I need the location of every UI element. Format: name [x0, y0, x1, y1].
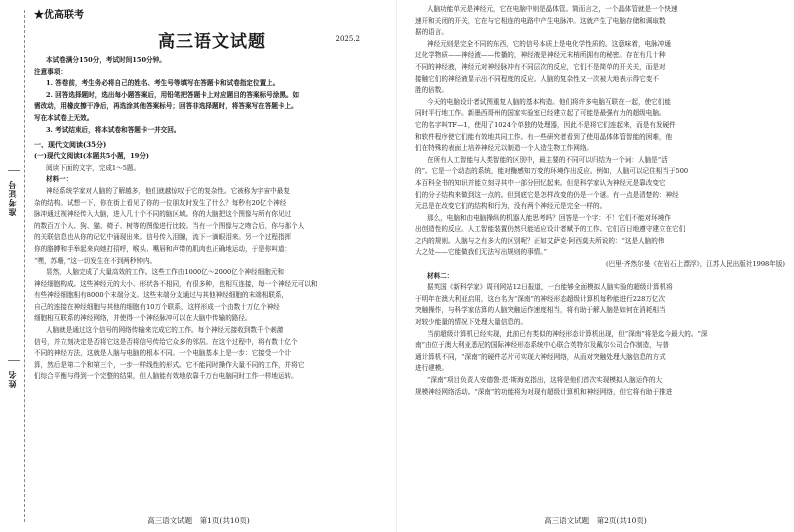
paragraph-line: 人脑功能单元是神经元，它在电脑中则是晶体管。简而言之，一个晶体管就是一个快速	[427, 5, 678, 13]
material-2-title: 材料二：	[427, 271, 454, 280]
title-row	[34, 25, 390, 55]
paragraph-line: 人脑就是通过这个信号的网络传输来完成它的工作。每个神经元接收到数千个刺激	[46, 326, 284, 335]
instruction-line: 需改动，用橡皮擦干净后，再选涂其他答案标号；回答非选择题时，将答案写在答题卡上。	[34, 102, 298, 111]
paragraph-line: 同时平行地工作。新墨西哥州的国家实验室已经建立起了可能是最强有力的超级电脑。	[415, 109, 666, 118]
paragraph-line: 和软件程序使它们能有效地共同工作。有一些研究者看到了使用晶体体管智能的困难，他	[415, 132, 673, 141]
instruction-line: 1. 答卷前，考生务必将自己的姓名、考生号等填写在答题卡和试卷指定位置上。	[46, 79, 280, 88]
paragraph-line: 它的名字叫TF—1，使用了1024个单独的处理器，因此不是将它们连起来，而是有发硬件	[415, 120, 676, 129]
paragraph-line: 的”。它是一个动态的系统，能对酶感知万变的环境作出反应。例如，人脑可以记住相当于500	[415, 167, 689, 176]
paragraph-line: 算，然后是第二个和第三个，一步一样线性的形式。它不能同时操作大量不同的工作，并将它	[34, 360, 305, 369]
subsection-heading: (一)现代文阅读Ⅰ(本题共5小题，19分)	[34, 152, 150, 161]
page-2-footer: 高三语文试题 第2页(共10页)	[544, 516, 647, 525]
paragraph-line: 对较少能量的情况下处理大量信息的。	[415, 318, 528, 327]
paragraph-line: 那么，电脑和由电脑操纵的机器人能思考吗？回答是一个字：不！它们不能对环境作	[427, 213, 671, 222]
paragraph-line: “嘿，苏珊，”这一切发生在不到两秒钟内。	[34, 256, 157, 265]
paragraph-line: 当前超级计算机已经实现，此前已有类似的神经形态计算机出现，但“深南”将是迄今最大的。“深	[427, 329, 708, 338]
paragraph-line: 接触它们的神经液显示出不同程度的反应。人脑的复杂性又一次被大地表示得它变不	[415, 74, 659, 83]
paragraph-line: 显然，人脑完成了大量高效的工作。这些工作由1000亿～2000亿个神经细胞元和	[46, 268, 284, 277]
binding-dashed-line	[24, 10, 25, 522]
student-name-label: 姓名	[7, 370, 17, 388]
paragraph-line: 自己的连接在神经细胞与其他的细胞有10万个联系，这样形成一个由数十万亿个神经	[34, 302, 280, 311]
paragraph-line: 胜的倍数。	[415, 86, 448, 95]
material-1-continued	[415, 4, 785, 259]
paragraph-line: 据的语言。	[415, 28, 448, 37]
paragraph-line: 们的分子结构来做到这一点的。但到底它是怎样改变的仍是一个谜。有一点是清楚的：神经	[415, 190, 679, 199]
exam-page-2	[397, 0, 794, 532]
page-2-content	[415, 4, 785, 398]
paragraph-line: 有些神经细胞相有8000个末端分支。这些末端分支通过与其他神经细胞的末端相联系，	[34, 291, 289, 300]
paragraph-line: 你的胳膊和手举起来向她打招呼，喉头、嘴唇和声带的肌肉也正确地运动，于是你叫道：	[34, 244, 292, 253]
paragraph-line: 在所有人工智能与人类智能的区别中，最主要的不同可以归结为一个词：人脑是“活	[427, 155, 668, 164]
paragraph-line: 信号，并立刻决定是否将它这是否将信号传给它众多的邻居。在这个过程中，将有数十亿个	[34, 337, 298, 346]
paragraph-line: 南”由位于澳大利亚悉尼的国际神经形态系统中心联合英特尔及戴尔公司合作制造，与普	[415, 341, 669, 350]
paragraph-line: 本百科全书的知识并能立刻寻其中一部分回忆起来。但是科学家认为神经元是靠改变它	[415, 178, 666, 187]
material-1-source: (巴里·齐然尔曼《在岩石上漂浮》，江苏人民出版社1998年版)	[606, 260, 785, 269]
instructions-block	[34, 55, 390, 136]
instruction-line: 本试卷满分150分，考试时间150分钟。	[46, 56, 166, 64]
page-1-content	[34, 4, 390, 383]
paragraph-line: 们在特殊的表面上培养神经元以制造一个人造生物工作网络。	[415, 144, 594, 153]
paragraph-line: 进行建模。	[415, 364, 448, 373]
paragraph-line: 的关联信息也从你的记忆中涌现出来。信号传入泪腺，流下一滴眼泪来。另一个过程指挥	[34, 233, 292, 242]
material-1-text	[34, 186, 390, 383]
binding-margin	[0, 0, 30, 532]
paragraph-line: 大之处——它能做我们无法写出规则的事情。”	[415, 248, 547, 257]
paragraph-line: “深南”项目负责人安德鲁·范·斯海克指出，这将是他们首次实现模拟人脑运作的大	[427, 376, 663, 384]
paragraph-line: 通计算机不同，“深南”的硬件芯片可实现大神经网络，从而对突触处理大脑信息的方式	[415, 352, 666, 361]
instruction-line: 2. 回答选择题时，选出每小题答案后，用铅笔把答题卡上对应题目的答案标号涂黑。如	[46, 90, 300, 99]
paragraph-line: 脉冲通过视神经传入大脑，进入几十个不同的脑区域。你的大脑把这个图像与所有你见过	[34, 210, 292, 219]
paragraph-line: 神经细胞构成。这些神经元的大小、形状各不相同，有很多种，也相互连接，每一个神经元可以和	[34, 279, 318, 288]
paragraph-line: 之内的规则。人脑与之有多大的区别呢？正如艾萨克·阿西莫夫所说的：“这是人脑的伟	[415, 236, 665, 245]
paragraph-line: 过化学物质——神经液——传播的，神经液是神经元末梢所拥有的秘密。存在有几十种	[415, 51, 666, 60]
paragraph-line: 据英国《新科学家》周刊网站12日报道，一台能够全面模拟人脑实验的超级计算机将	[427, 283, 673, 292]
page-title: 高三语文试题	[158, 32, 266, 52]
paragraph-line: 不同的神经方法，这就是人脑与电脑的根本不同。一个电脑基本上是一步：它接受一个计	[34, 349, 292, 358]
paragraph-line: 速开和关闭的开关，它在与它相连的电路中产生电脉冲。这就产生了电脑存储和调取数	[415, 16, 666, 25]
paragraph-line: 出创造性的反应。人工智能装置仍然只能适应设计者赋予的工作。它们百日地遵守建立在它们	[415, 225, 686, 234]
reading-instruction: 阅读下面的文字，完成1～5题。	[46, 163, 141, 172]
instruction-line: 注意事项：	[34, 67, 67, 76]
instruction-line: 写在本试卷上无效。	[34, 113, 94, 122]
paragraph-line: 杂的结构。试想一下，你在街上看见了你的一位朋友时发生了什么？每秒有20亿个神经	[34, 198, 287, 207]
paragraph-line: 突触操作，与科学家估算的人脑突触运作速度相当，将有助于解人脑是如何在消耗相当	[415, 306, 666, 315]
paragraph-line: 于明年在澳大利亚启用，这台名为“深南”的神经形态超级计算机每秒能进行228万亿次	[415, 294, 666, 303]
paragraph-line: 们综合平衡与得到一个完整的结果，但人脑能有效地依靠千万台电脑同时工作一样地运转。	[34, 372, 298, 381]
paragraph-line: 今天的电脑设计者试图重复人脑的基本构造。他们将许多电脑互联在一起，使它们能	[427, 97, 671, 106]
instruction-line: 3. 考试结束后，将本试卷和答题卡一并交回。	[46, 125, 181, 134]
paragraph-line: 元总是在改变它们的结构和行为，没有两个神经元是完全一样的。	[415, 202, 607, 211]
margin-tick	[8, 360, 20, 361]
paragraph-line: 不同的神经液，神经元对神经脉冲有不同层次的反应，它们不是简单的开关关，而是对	[415, 62, 666, 71]
exam-tag: ★优高联考	[34, 10, 84, 21]
paragraph-line: 规模神经网络活动。“深南”的功能将为对现有超级计算机和神经网络，但它将有助于推进	[415, 387, 673, 396]
material-1-title: 材料一：	[46, 175, 73, 184]
exam-id-label: 准考证号	[7, 180, 17, 216]
exam-date: 2025.2	[335, 35, 360, 43]
margin-tick	[8, 170, 20, 171]
page-1-footer: 高三语文试题 第1页(共10页)	[147, 516, 250, 525]
paragraph-line: 的数百万个人、狗、猫、椅子、树等的图像进行比较。当有一个图像与之吻合后，你与那个人	[34, 221, 305, 230]
paragraph-line: 神经系统学家对人脑的了解越多，他们就越惊叹于它的复杂性。它被称为宇宙中最复	[46, 186, 290, 195]
paragraph-line: 细胞相互联系的神经网络，并使得一个神经脉冲可以在大脑中传输的路径。	[34, 314, 252, 323]
material-2-text	[415, 282, 785, 398]
section-heading: 一、现代文阅读(35分)	[34, 140, 107, 150]
paragraph-line: 神经元则是完全不同的东西，它的信号本质上是电化学性质的。这意味着，电脉冲通	[427, 39, 671, 48]
